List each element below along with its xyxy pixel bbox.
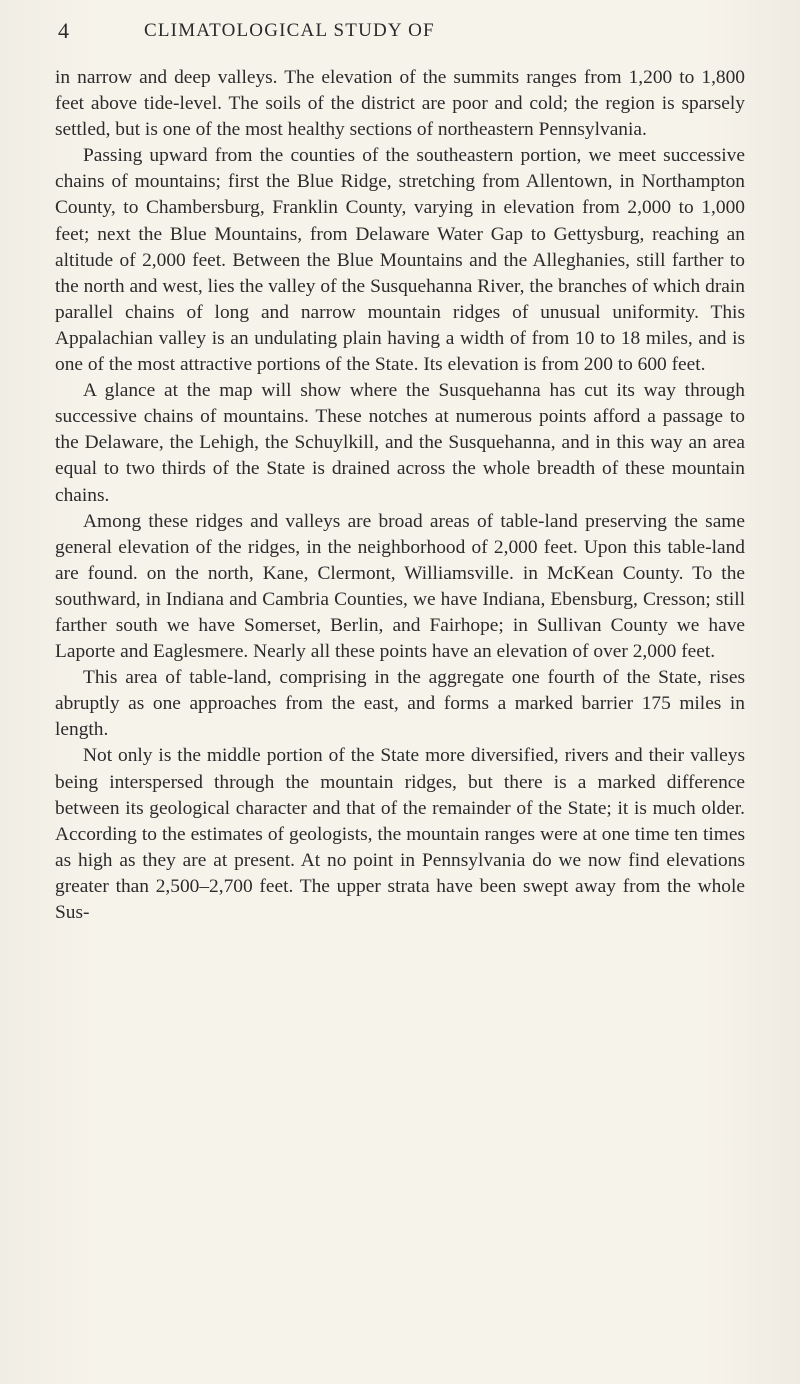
paragraph: This area of table-land, comprising in the aggregate one fourth of the State, rises abruptly as one approaches from the east, and forms a marked barrier 175 miles in length. [55,667,745,741]
body-text [55,65,745,926]
paragraph: A glance at the map will show where the Susquehanna has cut its way through successive chains of mountains. These notches at numerous points afford a passage to the Delaware, the Lehigh, the Schuylkill, and the Susquehanna, and in this way an area equal to two thirds of the State is drained across the whole breadth of these mountain chains. [55,380,745,506]
paragraph: Not only is the middle portion of the State more diversified, rivers and their valleys being interspersed through the mountain ridges, but there is a marked difference between its geological character and that of the remainder of the State; it is much older. According to the estimates of geologists, the mountain ranges were at one time ten times as high as they are at present. At no point in Pennsylvania do we now find elevations greater than 2,500–2,700 feet. The upper strata have been swept away from the whole Sus- [55,745,745,923]
page-header [58,18,758,48]
paragraph: Passing upward from the counties of the southeastern portion, we meet successive chains of mountains; first the Blue Ridge, stretching from Allentown, in Northampton County, to Chambersburg, Franklin County, varying in elevation from 2,000 to 1,000 feet; next the Blue Mountains, from Delaware Water Gap to Gettysburg, reaching an altitude of 2,000 feet. Between the Blue Mountains and the Alleghanies, still farther to the north and west, lies the valley of the Susquehanna River, the branches of which drain parallel chains of long and narrow mountain ridges of unusual uniformity. This Appalachian valley is an undulating plain having a width of from 10 to 18 miles, and is one of the most attractive portions of the State. Its elevation is from 200 to 600 feet. [55,145,745,376]
page-number: 4 [58,18,69,43]
paragraph: in narrow and deep valleys. The elevation of the summits ranges from 1,200 to 1,800 feet above tide-level. The soils of the district are poor and cold; the region is sparsely settled, but is one of the most healthy sections of northeastern Pennsylvania. [55,67,745,141]
paragraph: Among these ridges and valleys are broad areas of table-land preserving the same general elevation of the ridges, in the neighborhood of 2,000 feet. Upon this table-land are found. on the north, Kane, Clermont, Williamsville. in McKean County. To the southward, in Indiana and Cambria Counties, we have Indiana, Ebensburg, Cresson; still farther south we have Somerset, Berlin, and Fairhope; in Sullivan County we have Laporte and Eaglesmere. Nearly all these points have an elevation of over 2,000 feet. [55,510,745,663]
running-head: CLIMATOLOGICAL STUDY OF [144,20,435,41]
